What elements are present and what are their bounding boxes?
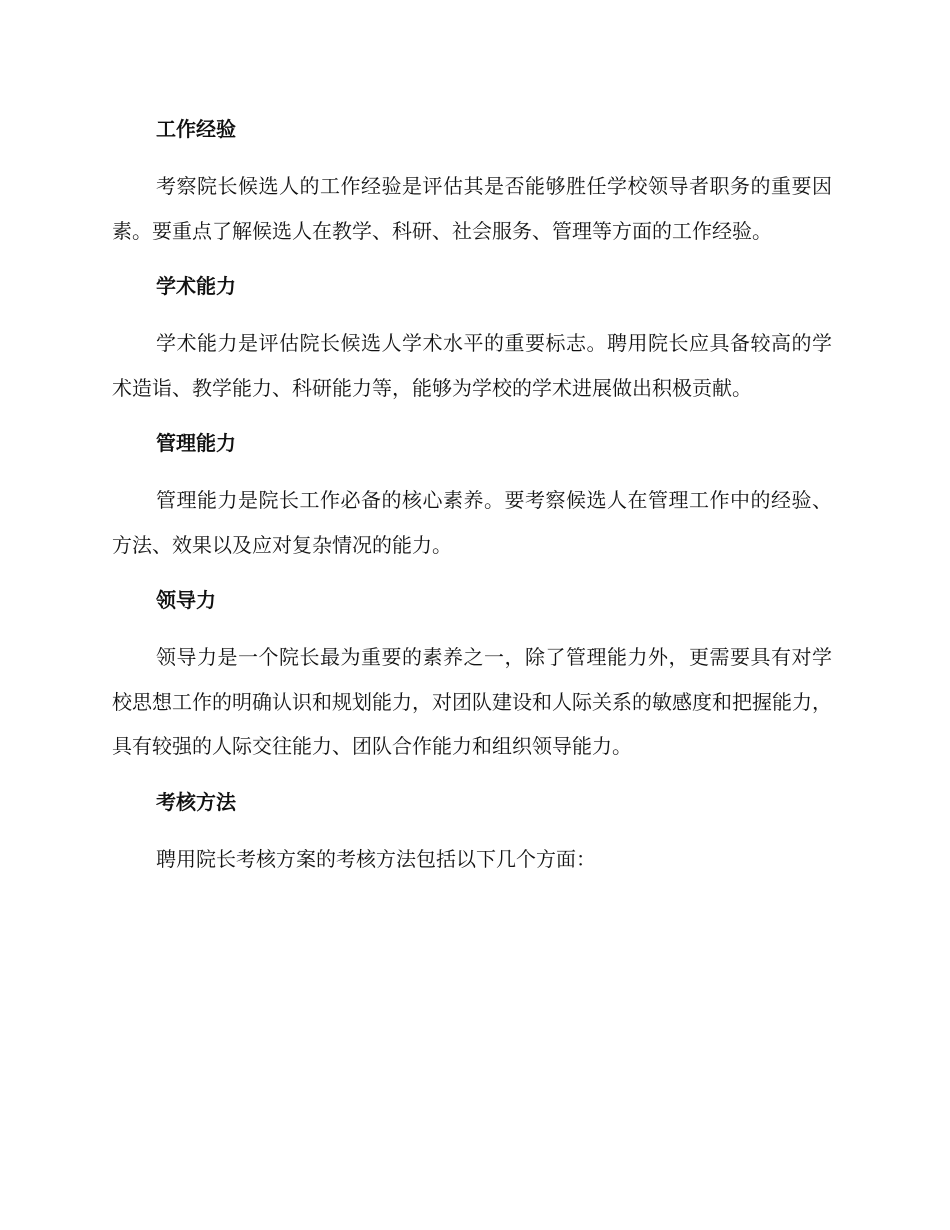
section-body-work-experience: 考察院长候选人的工作经验是评估其是否能够胜任学校领导者职务的重要因素。要重点了解候选人在教学、科研、社会服务、管理等方面的工作经验。 xyxy=(112,174,832,243)
section-body-leadership: 领导力是一个院长最为重要的素养之一，除了管理能力外，更需要具有对学校思想工作的明确认识和规划能力，对团队建设和人际关系的敏感度和把握能力，具有较强的人际交往能力、团队合作能力和组织领导能力。 xyxy=(112,645,832,758)
section-heading-management-ability: 管理能力 xyxy=(156,431,236,455)
section-heading-assessment-methods: 考核方法 xyxy=(156,789,236,814)
section-heading-academic-ability: 学术能力 xyxy=(156,274,236,298)
section-body-academic-ability: 学术能力是评估院长候选人学术水平的重要标志。聘用院长应具备较高的学术造诣、教学能力、科研能力等，能够为学校的学术进展做出积极贡献。 xyxy=(112,331,832,400)
section-heading-work-experience: 工作经验 xyxy=(156,117,236,141)
section-heading-leadership: 领导力 xyxy=(156,588,216,612)
section-body-assessment-methods: 聘用院长考核方案的考核方法包括以下几个方面： xyxy=(156,846,596,871)
section-body-management-ability: 管理能力是院长工作必备的核心素养。要考察候选人在管理工作中的经验、方法、效果以及应对复杂情况的能力。 xyxy=(112,488,832,557)
document-body xyxy=(112,112,832,881)
